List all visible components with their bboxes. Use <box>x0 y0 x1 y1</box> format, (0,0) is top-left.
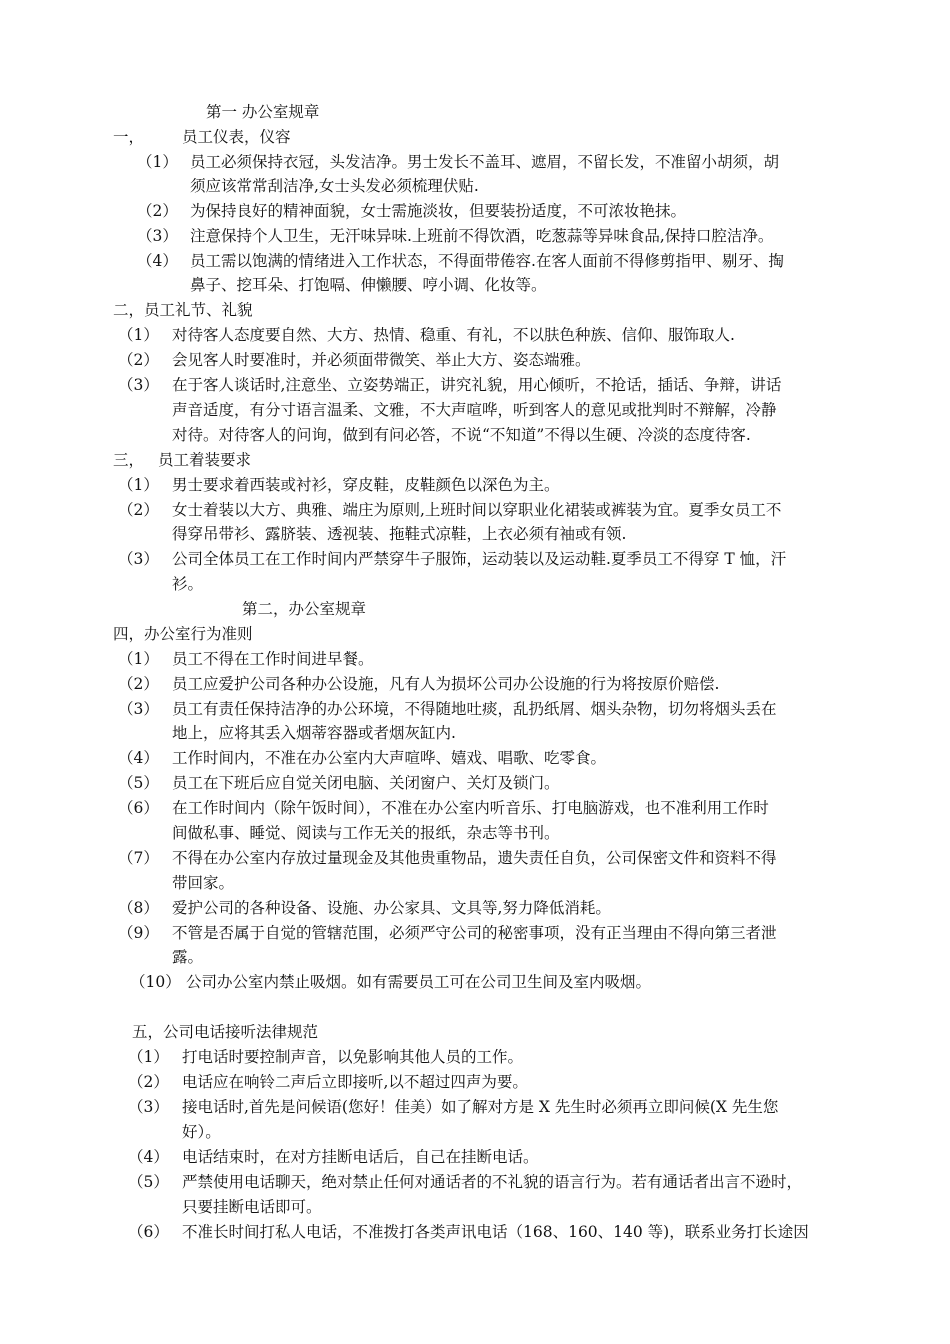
item-text: 不管是否属于自觉的管辖范围，必须严守公司的秘密事项，没有正当理由不得向第三者泄 <box>172 924 777 942</box>
item-number: （10） <box>130 973 181 991</box>
item-text: 地上，应将其丢入烟蒂容器或者烟灰缸内. <box>172 724 456 742</box>
item-text: 对待客人态度要自然、大方、热情、稳重、有礼，不以肤色种族、信仰、服饰取人. <box>172 326 735 344</box>
item-number: （2） <box>118 675 159 693</box>
item-number: （5） <box>118 774 159 792</box>
item-text: 带回家。 <box>172 874 235 892</box>
item-text: 员工有责任保持洁净的办公环境，不得随地吐痰，乱扔纸屑、烟头杂物，切勿将烟头丢在 <box>172 700 777 718</box>
item-number: （8） <box>118 899 159 917</box>
item-number: （2） <box>118 501 159 519</box>
item-number: （4） <box>128 1148 169 1166</box>
item-text: 接电话时,首先是问候语(您好！佳美）如了解对方是 X 先生时必须再立即问候(X 先生您 <box>182 1098 779 1116</box>
item-number: （9） <box>118 924 159 942</box>
section-title-1: 第一 办公室规章 <box>206 103 320 121</box>
item-text: 男士要求着西装或衬衫，穿皮鞋，皮鞋颜色以深色为主。 <box>172 476 560 494</box>
item-number: （7） <box>118 849 159 867</box>
heading-4: 四，办公室行为准则 <box>113 625 253 643</box>
item-text: 间做私事、睡觉、阅读与工作无关的报纸，杂志等书刊。 <box>172 824 560 842</box>
heading-5: 五，公司电话接听法律规范 <box>132 1023 319 1041</box>
item-text: 为保持良好的精神面貌，女士需施淡妆，但要装扮适度，不可浓妆艳抹。 <box>190 202 687 220</box>
item-text: 会见客人时要准时，并必须面带微笑、举止大方、姿态端雅。 <box>172 351 591 369</box>
section-title-2: 第二，办公室规章 <box>242 600 367 618</box>
item-number: （1） <box>128 1048 169 1066</box>
item-text: 对待。对待客人的问询，做到有问必答，不说“不知道”不得以生硬、冷淡的态度待客. <box>172 426 751 444</box>
item-number: （5） <box>128 1173 169 1191</box>
item-text: 员工必须保持衣冠，头发洁净。男士发长不盖耳、遮眉，不留长发，不准留小胡须，胡 <box>190 153 780 171</box>
item-text: 不准长时间打私人电话，不准拨打各类声讯电话（168、160、140 等)，联系业务打长途因 <box>182 1223 809 1241</box>
item-text: 女士着装以大方、典雅、端庄为原则,上班时间以穿职业化裙装或裤装为宜。夏季女员工不 <box>172 501 782 519</box>
item-text: 鼻子、挖耳朵、打饱嗝、伸懒腰、哼小调、化妆等。 <box>190 276 547 294</box>
item-text: 严禁使用电话聊天，绝对禁止任何对通话者的不礼貌的语言行为。若有通话者出言不逊时， <box>182 1173 803 1191</box>
item-number: （2） <box>128 1073 169 1091</box>
item-text: 在于客人谈话时,注意坐、立姿势端正，讲究礼貌，用心倾听，不抢话，插话、争辩，讲话 <box>172 376 782 394</box>
item-text: 不得在办公室内存放过量现金及其他贵重物品，遗失责任自负，公司保密文件和资料不得 <box>172 849 777 867</box>
item-text: 员工在下班后应自觉关闭电脑、关闭窗户、关灯及锁门。 <box>172 774 560 792</box>
heading-num: 三， <box>113 451 145 469</box>
item-text: 爱护公司的各种设备、设施、办公家具、文具等,努力降低消耗。 <box>172 899 611 917</box>
item-number: （3） <box>118 700 159 718</box>
heading-num: 一， <box>113 128 145 146</box>
item-text: 打电话时要控制声音，以免影响其他人员的工作。 <box>182 1048 524 1066</box>
item-text: 公司办公室内禁止吸烟。如有需要员工可在公司卫生间及室内吸烟。 <box>186 973 652 991</box>
item-text: 电话应在响铃二声后立即接听,以不超过四声为要。 <box>182 1073 528 1091</box>
item-text: 须应该常常刮洁净,女士头发必须梳理伏贴. <box>190 177 479 195</box>
item-number: （6） <box>128 1223 169 1241</box>
item-number: （4） <box>118 749 159 767</box>
item-number: （3） <box>118 550 159 568</box>
item-text: 衫。 <box>172 575 204 593</box>
item-text: 工作时间内，不准在办公室内大声喧哗、嬉戏、唱歌、吃零食。 <box>172 749 607 767</box>
item-text: 员工应爱护公司各种办公设施，凡有人为损坏公司办公设施的行为将按原价赔偿. <box>172 675 720 693</box>
item-number: （3） <box>137 227 178 245</box>
item-number: （4） <box>137 252 178 270</box>
item-text: 员工不得在工作时间进早餐。 <box>172 650 374 668</box>
item-number: （6） <box>118 799 159 817</box>
heading-1: 员工仪表，仪容 <box>182 128 291 146</box>
item-text: 注意保持个人卫生，无汗味异味.上班前不得饮酒，吃葱蒜等异味食品,保持口腔洁净。 <box>190 227 774 245</box>
item-text: 电话结束时，在对方挂断电话后，自己在挂断电话。 <box>182 1148 539 1166</box>
item-text: 只要挂断电话即可。 <box>182 1198 322 1216</box>
item-number: （1） <box>118 650 159 668</box>
item-text: 声音适度，有分寸语言温柔、文雅，不大声喧哗，听到客人的意见或批判时不辩解，冷静 <box>172 401 777 419</box>
item-text: 员工需以饱满的情绪进入工作状态，不得面带倦容.在客人面前不得修剪指甲、剔牙、掏 <box>190 252 784 270</box>
item-number: （1） <box>137 153 178 171</box>
item-number: （1） <box>118 476 159 494</box>
item-text: 公司全体员工在工作时间内严禁穿牛子服饰，运动装以及运动鞋.夏季员工不得穿 T 恤，汗 <box>172 550 787 568</box>
heading-3: 员工着装要求 <box>158 451 252 469</box>
item-text: 在工作时间内（除午饭时间），不准在办公室内听音乐、打电脑游戏，也不准利用工作时 <box>172 799 769 817</box>
heading-2: 二，员工礼节、礼貌 <box>113 301 253 319</box>
item-number: （3） <box>128 1098 169 1116</box>
item-text: 得穿吊带衫、露脐装、透视装、拖鞋式凉鞋，上衣必须有袖或有领. <box>172 525 627 543</box>
item-text: 露。 <box>172 948 204 966</box>
item-text: 好）。 <box>182 1123 221 1141</box>
item-number: （2） <box>118 351 159 369</box>
item-number: （2） <box>137 202 178 220</box>
item-number: （1） <box>118 326 159 344</box>
item-number: （3） <box>118 376 159 394</box>
